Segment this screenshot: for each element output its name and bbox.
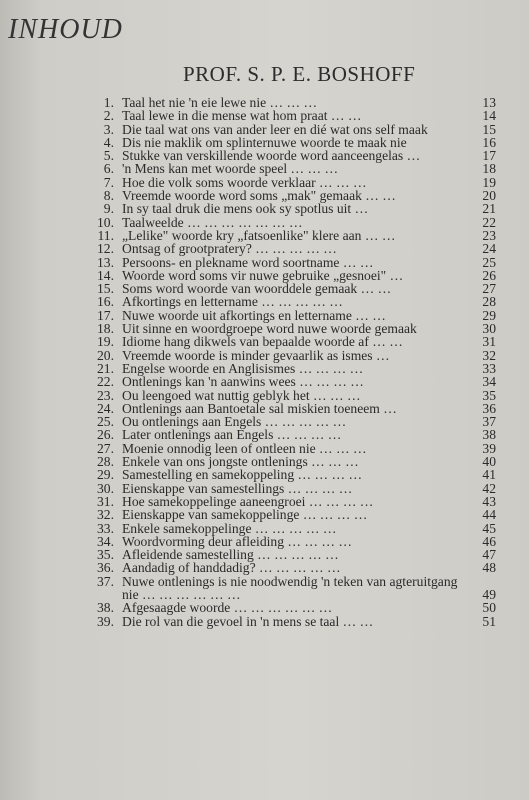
toc-entry-title: Ontsag of grootpratery? … … … … …: [122, 241, 337, 257]
toc-entry-number: 6.: [103, 161, 114, 177]
toc-entry-number: 30.: [97, 480, 114, 496]
toc-entry-page: 18: [482, 161, 496, 177]
toc-entry-title: Die rol van die gevoel in 'n mens se taal … …: [122, 613, 374, 629]
toc-entry-title: Woorde word soms vir nuwe gebruike „gesnoei" …: [122, 267, 404, 283]
toc-entry-page: 24: [482, 241, 496, 257]
toc-entry-page: 34: [482, 374, 496, 390]
toc-entry-title: „Lelike" woorde kry „fatsoenlike" klere aan … …: [122, 227, 396, 243]
toc-entry-number: 26.: [97, 427, 114, 443]
toc-entry-number: 16.: [97, 294, 114, 310]
toc-entry-number: 14.: [97, 267, 114, 283]
toc-entry-page: 36: [482, 400, 496, 416]
table-of-contents: [90, 96, 500, 628]
toc-entry-title: Hoe die volk soms woorde verklaar … … …: [122, 174, 367, 190]
toc-entry: [90, 561, 500, 574]
toc-entry: [90, 189, 500, 202]
toc-entry: [90, 548, 500, 561]
toc-entry-title: Eienskappe van samestellings … … … …: [122, 480, 353, 496]
toc-entry-page: 33: [482, 360, 496, 376]
toc-entry-title: Idiome hang dikwels van bepaalde woorde af … …: [122, 334, 403, 350]
toc-entry-page: 40: [482, 454, 496, 470]
toc-entry-number: 22.: [97, 374, 114, 390]
toc-entry-page: 15: [482, 121, 496, 137]
toc-entry-title: Soms word woorde van woorddele gemaak … …: [122, 281, 392, 297]
toc-entry-title: Ou ontlenings aan Engels … … … … …: [122, 414, 347, 430]
toc-entry-title: Vreemde woorde word soms „mak" gemaak … …: [122, 188, 396, 204]
toc-entry-number: 3.: [103, 121, 114, 137]
toc-entry-page: 29: [482, 307, 496, 323]
toc-entry: [90, 229, 500, 242]
toc-entry-number: 9.: [103, 201, 114, 217]
toc-entry-page: 50: [482, 600, 496, 616]
toc-entry-title: Moenie onnodig leen of ontleen nie … … …: [122, 440, 367, 456]
toc-entry-number: 1.: [103, 95, 114, 110]
toc-entry-page: 44: [482, 507, 496, 523]
toc-entry-title: Ou leengoed wat nuttig geblyk het … … …: [122, 387, 361, 403]
toc-entry: [90, 495, 500, 508]
toc-entry: [90, 455, 500, 468]
toc-entry-title: Woordvorming deur afleiding … … … …: [122, 533, 352, 549]
toc-entry: [90, 575, 500, 602]
toc-entry-title: Samestelling en samekoppeling … … … …: [122, 467, 363, 483]
page-heading: INHOUD: [8, 14, 123, 45]
toc-entry-page: 22: [482, 214, 496, 230]
toc-entry-number: 2.: [103, 108, 114, 124]
toc-entry-title: Aandadig of handdadig? … … … … …: [122, 560, 341, 576]
toc-entry: [90, 349, 500, 362]
toc-entry-page: 35: [482, 387, 496, 403]
toc-entry: [90, 269, 500, 282]
toc-entry-page: 51: [482, 613, 496, 629]
toc-entry-number: 8.: [103, 188, 114, 204]
toc-entry-number: 10.: [97, 214, 114, 230]
toc-entry: [90, 415, 500, 428]
toc-entry-title: Ontlenings aan Bantoetale sal miskien toeneem …: [122, 400, 397, 416]
toc-entry-number: 31.: [97, 493, 114, 509]
toc-entry-page: 23: [482, 227, 496, 243]
toc-entry: [90, 362, 500, 375]
toc-entry: [90, 428, 500, 441]
toc-entry: [90, 322, 500, 335]
toc-entry-page: 28: [482, 294, 496, 310]
toc-entry-number: 35.: [97, 547, 114, 563]
toc-entry-title: Die taal wat ons van ander leer en dié wat ons self maak: [122, 121, 428, 137]
toc-entry-title: Ontlenings kan 'n aanwins wees … … … …: [122, 374, 364, 390]
toc-entry: [90, 468, 500, 481]
toc-entry-number: 11.: [97, 227, 114, 243]
toc-entry-number: 34.: [97, 533, 114, 549]
toc-entry-number: 32.: [97, 507, 114, 523]
toc-entry: [90, 295, 500, 308]
toc-entry: [90, 335, 500, 348]
toc-entry-page: 16: [482, 134, 496, 150]
toc-entry: [90, 522, 500, 535]
toc-entry-number: 27.: [97, 440, 114, 456]
toc-entry-title: Taal het nie 'n eie lewe nie … … …: [122, 95, 318, 110]
toc-entry-page: 32: [482, 347, 496, 363]
toc-entry-page: 21: [482, 201, 496, 217]
toc-entry-page: 49: [482, 586, 496, 602]
toc-entry-title: Eienskappe van samekoppelinge … … … …: [122, 507, 368, 523]
toc-entry-number: 24.: [97, 400, 114, 416]
toc-entry-number: 19.: [97, 334, 114, 350]
toc-entry: [90, 242, 500, 255]
toc-entry: [90, 535, 500, 548]
toc-entry: [90, 202, 500, 215]
toc-entry: [90, 123, 500, 136]
toc-entry-number: 12.: [97, 241, 114, 257]
toc-entry-number: 15.: [97, 281, 114, 297]
author-heading: PROF. S. P. E. BOSHOFF: [183, 62, 416, 86]
toc-entry: [90, 601, 500, 614]
toc-entry-number: 13.: [97, 254, 114, 270]
toc-entry-title: Afkortings en lettername … … … … …: [122, 294, 343, 310]
toc-entry: [90, 442, 500, 455]
toc-entry-number: 18.: [97, 321, 114, 337]
toc-entry-number: 20.: [97, 347, 114, 363]
toc-entry-page: 14: [482, 108, 496, 124]
toc-entry-title: Stukke van verskillende woorde word aanceengelas …: [122, 148, 421, 164]
toc-entry-page: 13: [482, 95, 496, 110]
toc-entry-title: Nuwe ontlenings is nie noodwendig 'n teken van agteruitgang nie … … … … … …: [122, 573, 458, 602]
toc-entry: [90, 508, 500, 521]
toc-entry-title: In sy taal druk die mens ook sy spotlus uit …: [122, 201, 369, 217]
toc-entry-page: 38: [482, 427, 496, 443]
toc-entry: [90, 389, 500, 402]
toc-entry-page: 27: [482, 281, 496, 297]
toc-entry-number: 23.: [97, 387, 114, 403]
toc-entry-title: Taal lewe in die mense wat hom praat … …: [122, 108, 362, 124]
toc-entry-number: 21.: [97, 360, 114, 376]
toc-entry-page: 42: [482, 480, 496, 496]
toc-entry-page: 43: [482, 493, 496, 509]
toc-entry: [90, 149, 500, 162]
toc-entry-number: 39.: [97, 613, 114, 629]
toc-entry-title: Later ontlenings aan Engels … … … …: [122, 427, 342, 443]
toc-entry-title: Nuwe woorde uit afkortings en lettername … …: [122, 307, 386, 323]
toc-entry-title: Afgesaagde woorde … … … … … …: [122, 600, 333, 616]
toc-entry: [90, 282, 500, 295]
toc-entry-page: 26: [482, 267, 496, 283]
toc-entry-page: 47: [482, 547, 496, 563]
toc-entry: [90, 96, 500, 109]
toc-entry: [90, 256, 500, 269]
toc-entry-number: 28.: [97, 454, 114, 470]
toc-entry-page: 19: [482, 174, 496, 190]
toc-entry-page: 45: [482, 520, 496, 536]
toc-entry-number: 37.: [97, 573, 114, 589]
toc-entry: [90, 109, 500, 122]
toc-entry-page: 39: [482, 440, 496, 456]
toc-entry-title: Dis nie maklik om splinternuwe woorde te maak nie: [122, 134, 407, 150]
toc-entry: [90, 309, 500, 322]
toc-entry-title: Uit sinne en woordgroepe word nuwe woorde gemaak: [122, 321, 417, 337]
toc-entry-page: 37: [482, 414, 496, 430]
toc-entry-page: 30: [482, 321, 496, 337]
toc-entry: [90, 162, 500, 175]
toc-entry-title: Taalweelde … … … … … … …: [122, 214, 303, 230]
toc-entry-number: 36.: [97, 560, 114, 576]
toc-entry-page: 20: [482, 188, 496, 204]
toc-entry: [90, 402, 500, 415]
toc-entry: [90, 136, 500, 149]
toc-entry-page: 48: [482, 560, 496, 576]
toc-entry-title: Enkele van ons jongste ontlenings … … …: [122, 454, 359, 470]
toc-entry-number: 29.: [97, 467, 114, 483]
toc-entry-title: 'n Mens kan met woorde speel … … …: [122, 161, 339, 177]
toc-entry-number: 33.: [97, 520, 114, 536]
toc-entry-title: Engelse woorde en Anglisismes … … … …: [122, 360, 364, 376]
toc-entry-page: 41: [482, 467, 496, 483]
toc-entry-title: Afleidende samestelling … … … … …: [122, 547, 339, 563]
toc-entry-number: 38.: [97, 600, 114, 616]
toc-entry-title: Vreemde woorde is minder gevaarlik as ismes …: [122, 347, 390, 363]
toc-entry-page: 46: [482, 533, 496, 549]
toc-entry: [90, 176, 500, 189]
toc-entry-page: 31: [482, 334, 496, 350]
toc-entry-title: Enkele samekoppelinge … … … … …: [122, 520, 337, 536]
toc-entry-page: 17: [482, 148, 496, 164]
toc-entry-page: 25: [482, 254, 496, 270]
toc-entry-number: 17.: [97, 307, 114, 323]
toc-entry: [90, 216, 500, 229]
toc-entry: [90, 375, 500, 388]
toc-entry: [90, 615, 500, 628]
toc-entry-number: 7.: [103, 174, 114, 190]
toc-entry-title: Hoe samekoppelinge aaneengroei … … … …: [122, 493, 374, 509]
toc-entry-number: 4.: [103, 134, 114, 150]
toc-entry: [90, 482, 500, 495]
toc-entry-title: Persoons- en plekname word soortname … …: [122, 254, 374, 270]
toc-entry-number: 5.: [103, 148, 114, 164]
toc-entry-number: 25.: [97, 414, 114, 430]
